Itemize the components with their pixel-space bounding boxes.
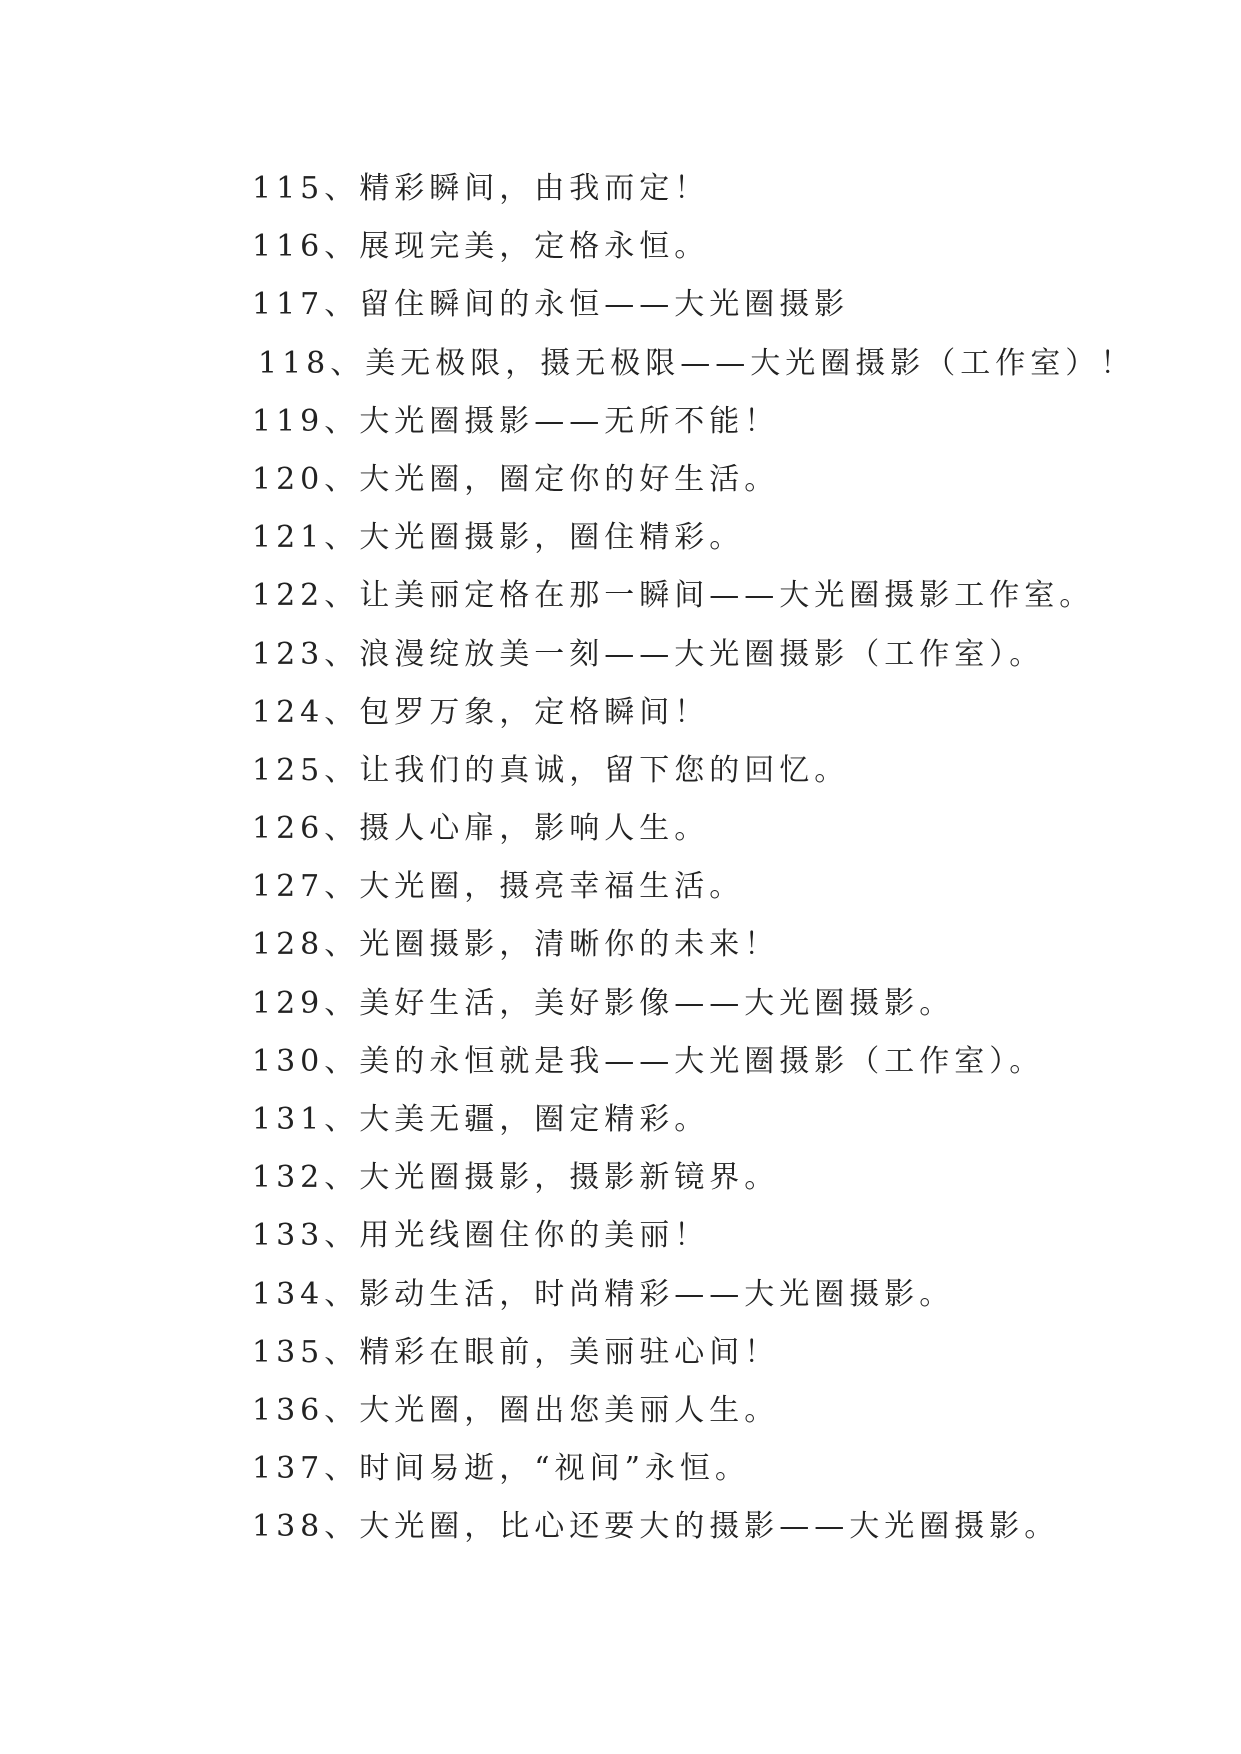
list-item: 127、大光圈，摄亮幸福生活。 bbox=[252, 869, 745, 905]
list-item: 128、光圈摄影，清晰你的未来！ bbox=[252, 927, 780, 963]
list-item: 137、时间易逝，“视间”永恒。 bbox=[252, 1451, 750, 1487]
list-item: 130、美的永恒就是我——大光圈摄影（工作室）。 bbox=[252, 1043, 1045, 1079]
list-item: 125、让我们的真诚，留下您的回忆。 bbox=[252, 752, 850, 788]
list-item: 126、摄人心扉，影响人生。 bbox=[252, 811, 710, 847]
list-item: 131、大美无疆，圈定精彩。 bbox=[252, 1102, 710, 1137]
list-item: 122、让美丽定格在那一瞬间——大光圈摄影工作室。 bbox=[252, 578, 1095, 614]
list-item: 117、留住瞬间的永恒——大光圈摄影 bbox=[252, 287, 850, 323]
list-item: 138、大光圈，比心还要大的摄影——大光圈摄影。 bbox=[252, 1509, 1060, 1545]
list-item: 116、展现完美，定格永恒。 bbox=[252, 229, 710, 265]
list-item: 124、包罗万象，定格瞬间！ bbox=[252, 694, 710, 730]
list-item: 134、影动生活，时尚精彩——大光圈摄影。 bbox=[252, 1276, 955, 1312]
list-item: 123、浪漫绽放美一刻——大光圈摄影（工作室）。 bbox=[252, 636, 1045, 672]
list-item: 119、大光圈摄影——无所不能！ bbox=[252, 403, 780, 439]
list-item: 115、精彩瞬间，由我而定！ bbox=[252, 171, 710, 206]
list-item: 121、大光圈摄影，圈住精彩。 bbox=[252, 520, 745, 556]
slogan-list bbox=[252, 160, 1135, 1557]
list-item: 118、美无极限，摄无极限——大光圈摄影（工作室）！ bbox=[258, 345, 1136, 381]
list-item: 132、大光圈摄影，摄影新镜界。 bbox=[252, 1160, 780, 1196]
list-item: 133、用光线圈住你的美丽！ bbox=[252, 1218, 710, 1254]
list-item: 129、美好生活，美好影像——大光圈摄影。 bbox=[252, 985, 955, 1021]
list-item: 120、大光圈，圈定你的好生活。 bbox=[252, 461, 780, 497]
list-item: 136、大光圈，圈出您美丽人生。 bbox=[252, 1392, 780, 1428]
list-item: 135、精彩在眼前，美丽驻心间！ bbox=[252, 1334, 780, 1370]
